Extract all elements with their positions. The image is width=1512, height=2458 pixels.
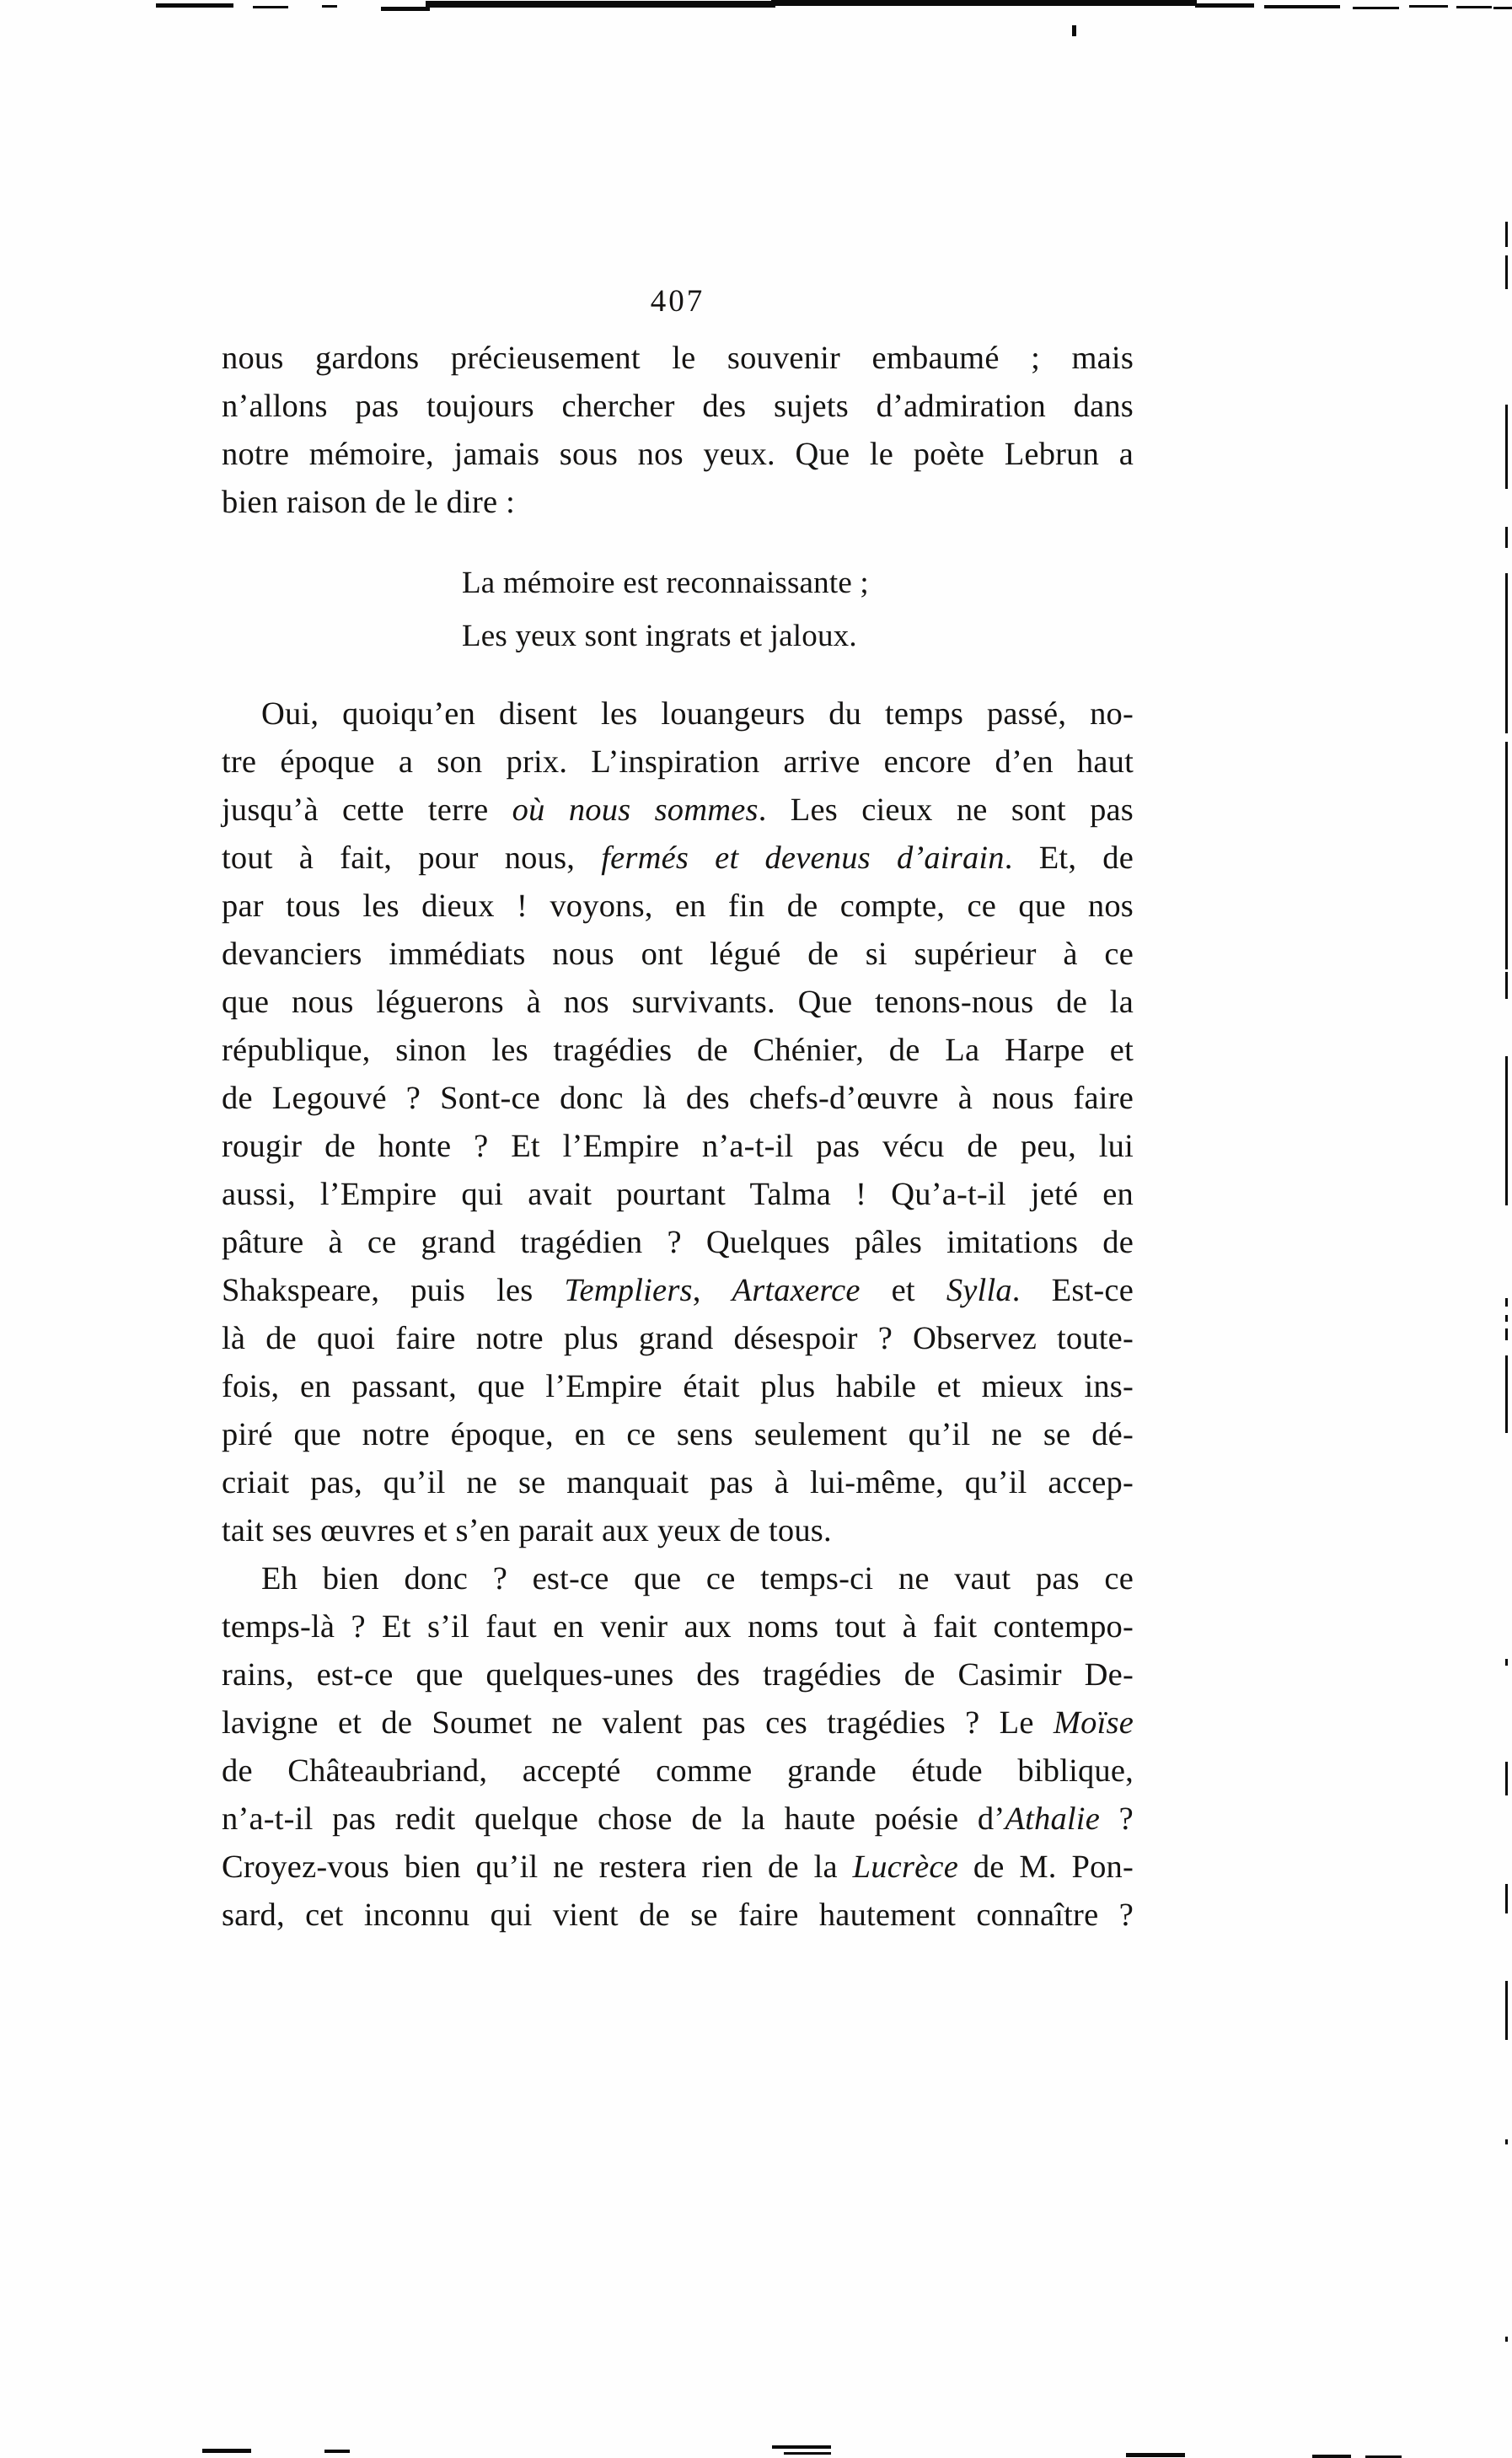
scan-artifact [1456,6,1492,8]
scan-artifact [1505,222,1508,247]
text-line: jusqu’à cette terre où nous sommes. Les cieux ne sont pas [222,792,1134,828]
text-line: rains, est-ce que quelques-unes des tragédies de Casimir De- [222,1657,1134,1693]
text-line: tout à fait, pour nous, fermés et devenus d’airain. Et, de [222,840,1134,876]
text-line: tre époque a son prix. L’inspiration arrive encore d’en haut [222,744,1134,780]
scan-artifact [156,3,233,8]
scan-artifact [253,6,288,8]
scan-artifact [1264,5,1340,8]
scan-artifact [1505,1884,1508,1913]
text-line: tait ses œuvres et s’en parait aux yeux de tous. [222,1513,832,1548]
text-line: que nous léguerons à nos survivants. Que tenons-nous de la [222,985,1134,1020]
text-line: Shakspeare, puis les Templiers, Artaxerce et Sylla. Est-ce [222,1273,1134,1308]
text-line: lavigne et de Soumet ne valent pas ces tragédies ? Le Moïse [222,1705,1134,1741]
scan-artifact [1312,2455,1351,2458]
text-line: n’a-t-il pas redit quelque chose de la haute poésie d’Athalie ? [222,1801,1134,1837]
scan-artifact [1505,255,1508,289]
scan-artifact [1409,5,1448,8]
scan-artifact [1505,1981,1508,2040]
page-number: 407 [650,284,705,319]
scan-artifact [1505,742,1508,969]
scan-artifact [784,2452,831,2455]
text-line: Croyez-vous bien qu’il ne restera rien de la Lucrèce de M. Pon- [222,1849,1134,1885]
scan-artifact [1505,1315,1508,1322]
scan-artifact [1505,1328,1508,1340]
scan-artifact [771,0,1197,6]
text-line: aussi, l’Empire qui avait pourtant Talma ! Qu’a-t-il jeté en [222,1177,1134,1212]
text-line: république, sinon les tragédies de Chénier, de La Harpe et [222,1033,1134,1068]
text-line: criait pas, qu’il ne se manquait pas à lui-même, qu’il accep- [222,1465,1134,1500]
text-line: nous gardons précieusement le souvenir embaumé ; mais [222,341,1134,376]
scan-artifact [1505,972,1508,999]
text-line: bien raison de le dire : [222,485,515,520]
scan-artifact [1493,7,1512,9]
text-line: rougir de honte ? Et l’Empire n’a-t-il pas vécu de peu, lui [222,1129,1134,1164]
scan-artifact [426,1,775,8]
paragraph [222,335,1134,527]
scan-artifact [322,5,337,8]
scan-artifact [1505,1659,1508,1666]
scan-artifact [1195,3,1254,8]
text-line: Les yeux sont ingrats et jaloux. [462,619,857,653]
text-line: temps-là ? Et s’il faut en venir aux noms tout à fait contempo- [222,1609,1134,1645]
scan-artifact [1505,573,1508,733]
text-line: La mémoire est reconnaissante ; [462,566,869,600]
scan-artifact [1353,7,1399,9]
text-line: fois, en passant, que l’Empire était plus habile et mieux ins- [222,1369,1134,1404]
text-line: de Châteaubriand, accepté comme grande étude biblique, [222,1753,1134,1789]
text-line: par tous les dieux ! voyons, en fin de compte, ce que nos [222,888,1134,924]
text-line: Oui, quoiqu’en disent les louangeurs du temps passé, no- [261,696,1134,732]
text-line: là de quoi faire notre plus grand désespoir ? Observez toute- [222,1321,1134,1356]
text-line: de Legouvé ? Sont-ce donc là des chefs-d’œuvre à nous faire [222,1081,1134,1116]
text-line: piré que notre époque, en ce sens seulement qu’il ne se dé- [222,1417,1134,1452]
scan-artifact [1072,25,1076,36]
text-line: notre mémoire, jamais sous nos yeux. Que le poète Lebrun a [222,437,1134,472]
text-line: pâture à ce grand tragédien ? Quelques pâles imitations de [222,1225,1134,1260]
scan-artifact [1126,2453,1185,2457]
scan-artifact [1505,1762,1508,1795]
text-line: devanciers immédiats nous ont légué de si supérieur à ce [222,937,1134,972]
text-line: n’allons pas toujours chercher des sujets d’admiration dans [222,389,1134,424]
scan-artifact [1505,1056,1508,1205]
paragraph [222,1555,1134,1940]
scan-artifact [772,2445,831,2449]
scan-artifact [1505,1298,1508,1307]
text-block [222,335,1134,1940]
scan-artifact [381,7,430,11]
scan-artifact [1505,1355,1508,1433]
text-line: sard, cet inconnu qui vient de se faire hautement connaître ? [222,1897,1134,1933]
scan-artifact [202,2449,251,2453]
scan-artifact [1505,527,1508,548]
scan-artifact [1505,2337,1508,2342]
verse-quote [222,556,1134,663]
scan-artifact [1505,405,1508,489]
paragraph [222,690,1134,1555]
text-line: Eh bien donc ? est-ce que ce temps-ci ne vaut pas ce [261,1561,1134,1597]
scan-artifact [1505,2139,1508,2144]
scan-artifact [324,2450,350,2453]
